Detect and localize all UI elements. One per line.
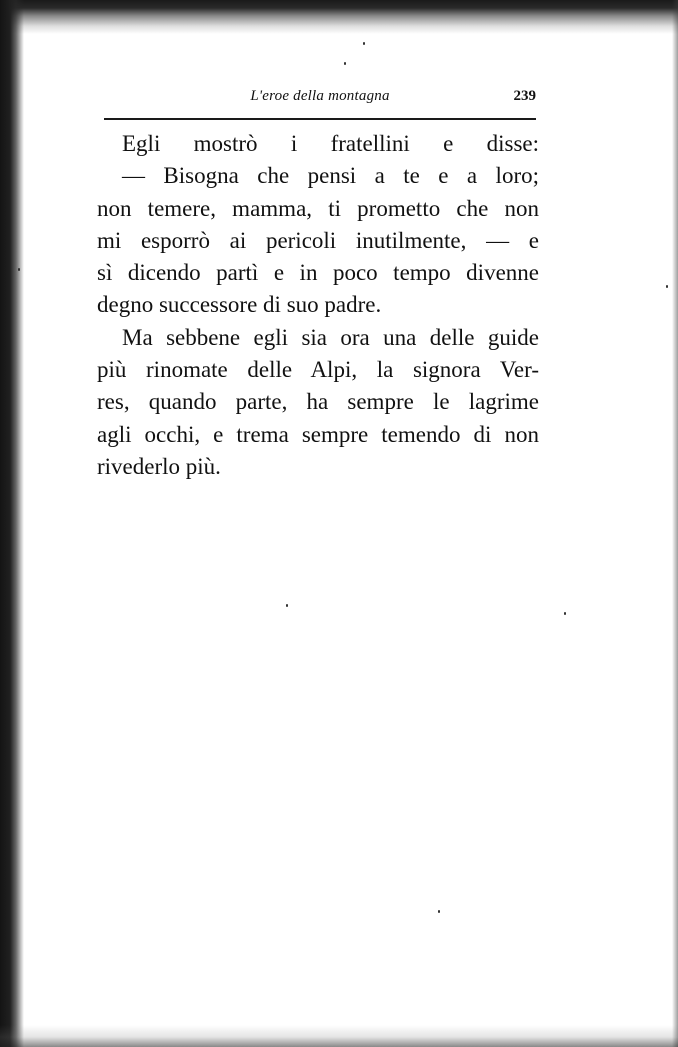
text-line: Ma sebbene egli sia ora una delle guide [122, 324, 539, 350]
scan-speck [438, 910, 440, 913]
scan-shadow-right [672, 0, 678, 1047]
running-title: L'eroe della montagna [250, 88, 390, 104]
text-line: mi esporrò ai pericoli inutilmente, — e [97, 227, 539, 253]
scan-speck [363, 42, 365, 45]
text-line: Egli mostrò i fratellini e disse: [122, 131, 539, 156]
text-line: res, quando parte, ha sempre le lagrime [97, 389, 539, 415]
scan-speck [18, 268, 20, 271]
scan-speck [666, 285, 668, 288]
text-line: non temere, mamma, ti prometto che non [97, 195, 539, 221]
scan-speck [286, 604, 288, 607]
scan-shadow-left [0, 0, 24, 1047]
text-line: rivederlo più. [97, 453, 221, 479]
page-number: 239 [513, 88, 536, 104]
text-line: degno successore di suo padre. [97, 292, 382, 318]
scan-speck [344, 62, 346, 65]
header-rule [104, 118, 536, 120]
text-line: — Bisogna che pensi a te e a loro; [122, 163, 539, 189]
body-text [97, 128, 539, 483]
text-line: agli occhi, e trema sempre temendo di non [97, 421, 539, 447]
scan-speck [564, 612, 566, 615]
running-head [104, 86, 536, 112]
text-line: sì dicendo partì e in poco tempo divenne [97, 260, 539, 286]
text-line: più rinomate delle Alpi, la signora Ver- [97, 357, 539, 383]
scan-shadow-bottom [0, 1025, 678, 1047]
scan-shadow-top [0, 0, 678, 34]
